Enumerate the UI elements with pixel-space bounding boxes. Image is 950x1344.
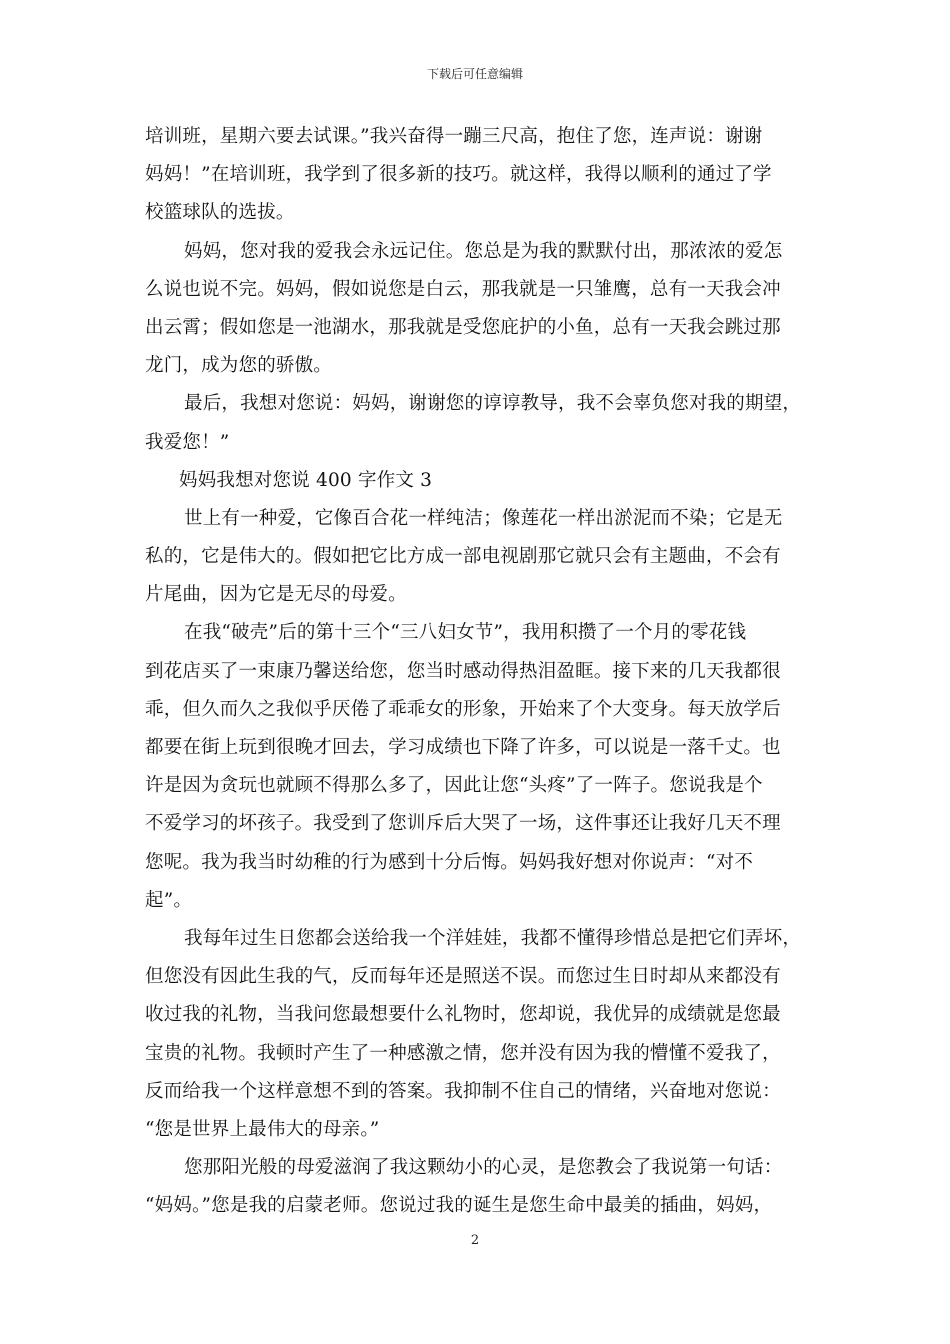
text-line: 校篮球队的选拔。 [145, 202, 295, 224]
text-line: 片尾曲，因为它是无尽的母爱。 [145, 584, 407, 606]
text-line: 在我“破壳”后的第十三个“三八妇女节”，我用积攒了一个月的零花钱 [184, 622, 747, 644]
text-line: “您是世界上最伟大的母亲。” [145, 1118, 380, 1140]
text-line: 您呢。我为我当时幼稚的行为感到十分后悔。妈妈我好想对你说声：“对不 [145, 851, 754, 873]
page-header: 下载后可任意编辑 [426, 67, 523, 81]
text-line: 私的，它是伟大的。假如把它比方成一部电视剧那它就只会有主题曲，不会有 [145, 546, 781, 568]
text-line: 妈妈，您对我的爱我会永远记住。您总是为我的默默付出，那浓浓的爱怎 [184, 240, 783, 262]
text-line: 宝贵的礼物。我顿时产生了一种感激之情，您并没有因为我的懵懂不爱我了， [145, 1042, 781, 1064]
text-line: 出云霄；假如您是一池湖水，那我就是受您庇护的小鱼，总有一天我会跳过那 [145, 316, 781, 338]
text-line: 起”。 [145, 889, 193, 911]
text-line: 但您没有因此生我的气，反而每年还是照送不误。而您过生日时却从来都没有 [145, 966, 781, 988]
text-line: 培训班，星期六要去试课。”我兴奋得一蹦三尺高，抱住了您，连声说：谢谢 [145, 126, 763, 147]
text-line: 许是因为贪玩也就顾不得那么多了，因此让您“头疼”了一阵子。您说我是个 [145, 775, 763, 797]
text-line: 妈妈！”在培训班，我学到了很多新的技巧。就这样，我得以顺利的通过了学 [145, 164, 772, 186]
section-heading: 妈妈我想对您说 400 字作文 3 [179, 469, 433, 491]
text-line: 收过我的礼物，当我问您最想要什么礼物时，您却说，我优异的成绩就是您最 [145, 1004, 781, 1026]
text-line: 到花店买了一束康乃馨送给您，您当时感动得热泪盈眶。接下来的几天我都很 [145, 660, 781, 682]
text-line: 最后，我想对您说：妈妈，谢谢您的谆谆教导，我不会辜负您对我的期望， [184, 393, 802, 415]
text-line: 么说也说不完。妈妈，假如说您是白云，那我就是一只雏鹰，总有一天我会冲 [145, 278, 781, 300]
text-line: 世上有一种爱，它像百合花一样纯洁；像莲花一样出淤泥而不染；它是无 [184, 507, 783, 529]
text-line: “妈妈。”您是我的启蒙老师。您说过我的诞生是您生命中最美的插曲，妈妈， [145, 1195, 773, 1217]
text-line: 都要在街上玩到很晚才回去，学习成绩也下降了许多，可以说是一落千丈。也 [145, 737, 781, 758]
text-line: 乖，但久而久之我似乎厌倦了乖乖女的形象，开始来了个大变身。每天放学后 [145, 698, 781, 720]
text-line: 反而给我一个这样意想不到的答案。我抑制不住自己的情绪，兴奋地对您说： [145, 1080, 781, 1102]
text-line: 您那阳光般的母爱滋润了我这颗幼小的心灵，是您教会了我说第一句话： [184, 1157, 783, 1179]
text-line: 不爱学习的坏孩子。我受到了您训斥后大哭了一场，这件事还让我好几天不理 [145, 813, 781, 835]
page-number: 2 [470, 1233, 480, 1248]
text-line: 我每年过生日您都会送给我一个洋娃娃，我都不懂得珍惜总是把它们弄坏， [184, 927, 802, 949]
text-line: 我爱您！” [145, 431, 230, 453]
document-body [145, 118, 817, 1225]
text-line: 龙门，成为您的骄傲。 [145, 355, 333, 377]
